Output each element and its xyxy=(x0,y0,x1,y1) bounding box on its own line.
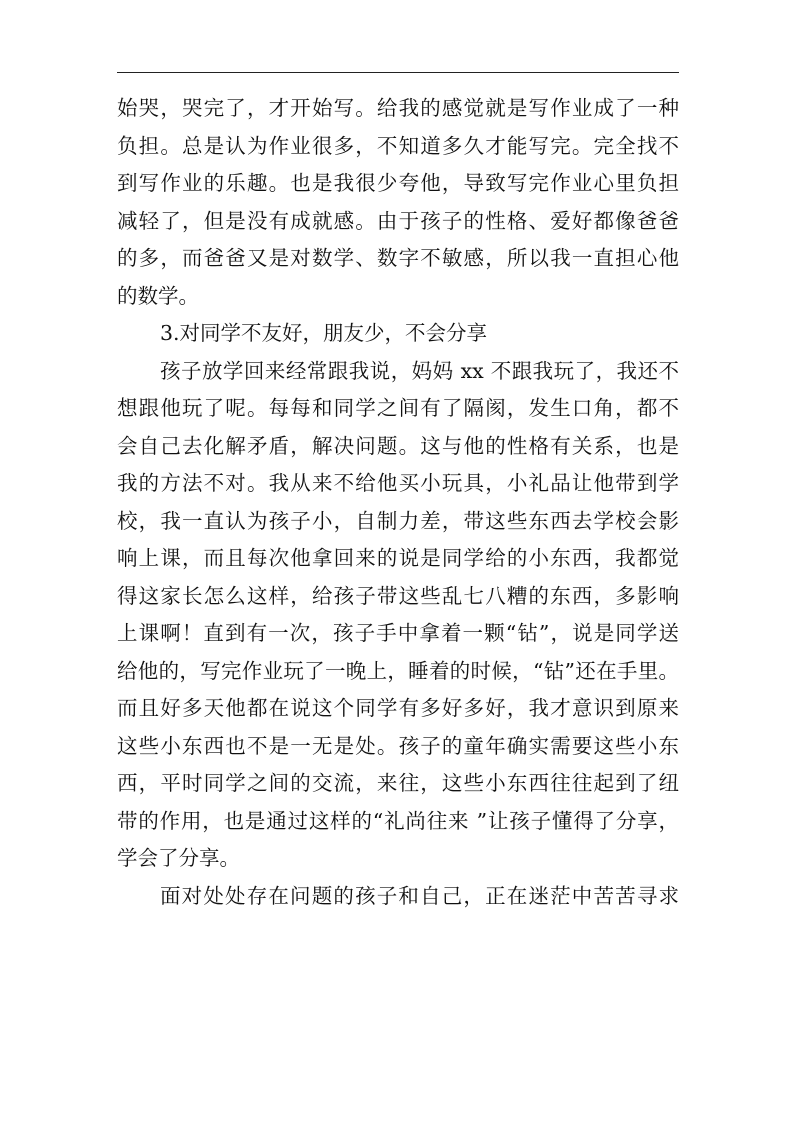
paragraph-1 xyxy=(117,90,679,315)
text-line: 校，我一直认为孩子小，自制力差，带这些东西去学校会影 xyxy=(117,508,679,533)
text-line: 给他的，写完作业玩了一晚上，睡着的时候，“钻”还在手里。 xyxy=(117,658,679,683)
text-line: 减轻了，但是没有成就感。由于孩子的性格、爱好都像爸爸 xyxy=(117,208,679,233)
body-text xyxy=(117,90,679,915)
section-heading-text: 3.对同学不友好，朋友少，不会分享 xyxy=(160,321,488,345)
paragraph-2 xyxy=(117,353,679,878)
text-line: 响上课，而且每次他拿回来的说是同学给的小东西，我都觉 xyxy=(117,546,679,570)
text-line: 我的方法不对。我从来不给他买小玩具，小礼品让他带到学 xyxy=(117,471,679,495)
text-line: 的数学。 xyxy=(117,283,199,308)
text-line: 面对处处存在问题的孩子和自己，正在迷茫中苦苦寻求 xyxy=(160,883,679,908)
text-line: 的多，而爸爸又是对数学、数字不敏感，所以我一直担心他 xyxy=(117,246,679,270)
text-line: 上课啊！直到有一次，孩子手中拿着一颗“钻”，说是同学送 xyxy=(117,621,679,645)
text-line: 始哭，哭完了，才开始写。给我的感觉就是写作业成了一种 xyxy=(117,96,679,120)
text-line: 学会了分享。 xyxy=(117,846,240,870)
text-line: 得这家长怎么这样，给孩子带这些乱七八糟的东西，多影响 xyxy=(117,583,679,608)
text-line: 带的作用，也是通过这样的“礼尚往来 ”让孩子懂得了分享， xyxy=(117,808,679,833)
text-line: 会自己去化解矛盾，解决问题。这与他的性格有关系，也是 xyxy=(117,433,679,458)
text-line: 而且好多天他都在说这个同学有多好多好，我才意识到原来 xyxy=(117,696,679,720)
text-line: 负担。总是认为作业很多，不知道多久才能写完。完全找不 xyxy=(117,133,679,158)
text-line: 到写作业的乐趣。也是我很少夸他，导致写完作业心里负担 xyxy=(117,171,679,195)
section-heading xyxy=(117,315,679,353)
text-line: 想跟他玩了呢。每每和同学之间有了隔阂，发生口角，都不 xyxy=(117,396,679,420)
paragraph-3 xyxy=(117,878,679,916)
header-rule xyxy=(117,72,679,73)
text-line: 这些小东西也不是一无是处。孩子的童年确实需要这些小东 xyxy=(117,733,679,758)
text-line: 西，平时同学之间的交流，来往，这些小东西往往起到了纽 xyxy=(117,771,679,795)
text-line: 孩子放学回来经常跟我说，妈妈 xx 不跟我玩了，我还不 xyxy=(160,358,679,383)
